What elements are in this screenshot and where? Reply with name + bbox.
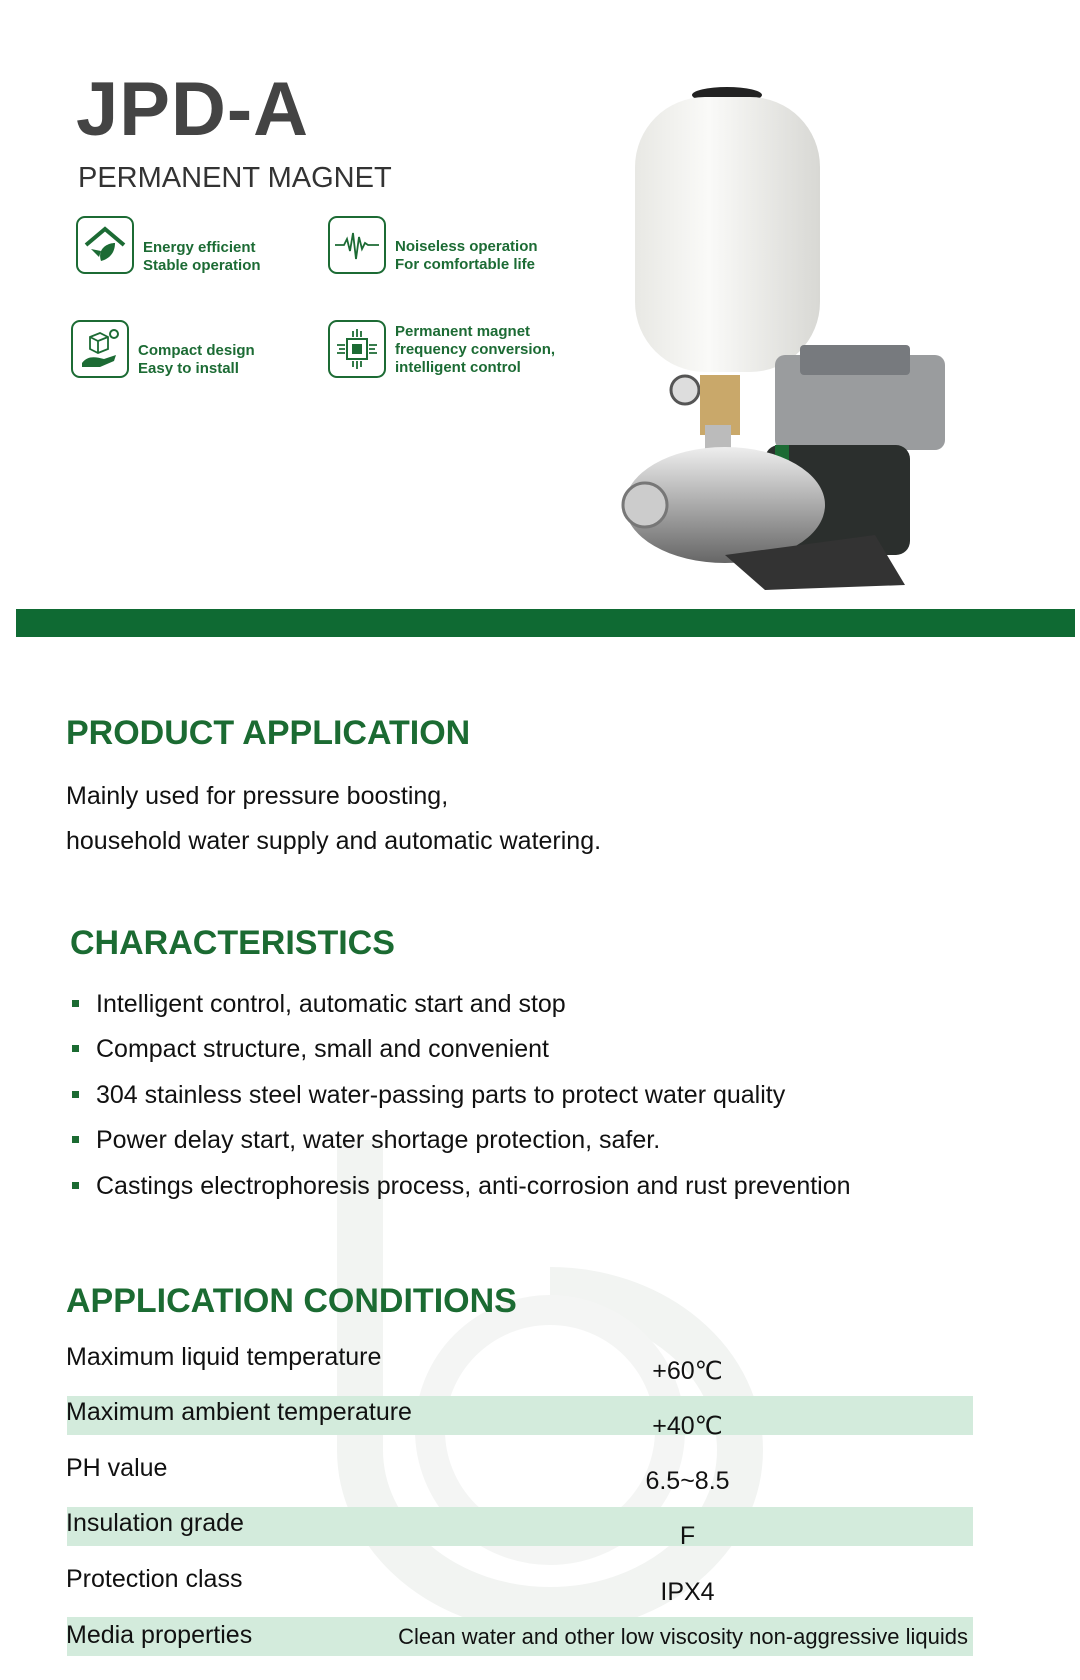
- condition-value: +40℃: [652, 1412, 723, 1440]
- feature-line: Compact design: [138, 342, 255, 359]
- condition-label: Maximum ambient temperature: [66, 1398, 412, 1426]
- house-leaf-icon: [76, 216, 134, 274]
- feature-line: For comfortable life: [395, 256, 536, 273]
- condition-value: Clean water and other low viscosity non-aggressive liquids: [398, 1624, 968, 1649]
- green-divider-bar: [16, 609, 1075, 637]
- chip-icon: [328, 320, 386, 378]
- section-heading-conditions: APPLICATION CONDITIONS: [66, 1282, 517, 1320]
- characteristic-item: Castings electrophoresis process, anti-corrosion and rust prevention: [96, 1172, 851, 1200]
- pump-product-image: [615, 85, 955, 625]
- bullet-icon: [72, 1045, 79, 1052]
- bullet-icon: [72, 1136, 79, 1143]
- condition-value: +60℃: [652, 1357, 723, 1385]
- feature-line: Energy efficient: [143, 239, 256, 256]
- condition-value: IPX4: [660, 1578, 715, 1606]
- condition-label: Media properties: [66, 1621, 253, 1649]
- characteristic-item: Intelligent control, automatic start and stop: [96, 990, 566, 1018]
- product-subtitle: PERMANENT MAGNET: [78, 162, 392, 194]
- characteristic-item: 304 stainless steel water-passing parts to protect water quality: [96, 1081, 786, 1109]
- bullet-icon: [72, 1000, 79, 1007]
- condition-label: Maximum liquid temperature: [66, 1343, 382, 1371]
- feature-energy: [143, 239, 261, 275]
- application-text-line: Mainly used for pressure boosting,: [66, 782, 449, 810]
- hand-box-icon: [71, 320, 129, 378]
- feature-magnet: [395, 323, 555, 377]
- characteristic-item: Power delay start, water shortage protection, safer.: [96, 1126, 661, 1154]
- feature-line: Noiseless operation: [395, 238, 538, 255]
- feature-line: frequency conversion,: [395, 341, 556, 358]
- feature-line: Permanent magnet: [395, 323, 531, 340]
- feature-line: Easy to install: [138, 360, 239, 377]
- condition-label: PH value: [66, 1454, 168, 1482]
- condition-value: 6.5~8.5: [645, 1467, 730, 1495]
- condition-label: Insulation grade: [66, 1509, 244, 1537]
- feature-line: intelligent control: [395, 359, 521, 376]
- section-heading-application: PRODUCT APPLICATION: [66, 714, 471, 752]
- waveform-icon: [328, 216, 386, 274]
- feature-line: Stable operation: [143, 257, 261, 274]
- condition-value: F: [679, 1522, 696, 1550]
- feature-compact: [138, 342, 255, 378]
- feature-noiseless: [395, 238, 538, 274]
- condition-label: Protection class: [66, 1565, 243, 1593]
- application-text-line: household water supply and automatic watering.: [66, 827, 602, 855]
- bullet-icon: [72, 1182, 79, 1189]
- product-title: JPD-A: [76, 67, 310, 152]
- characteristic-item: Compact structure, small and convenient: [96, 1035, 549, 1063]
- section-heading-characteristics: CHARACTERISTICS: [70, 924, 395, 962]
- bullet-icon: [72, 1091, 79, 1098]
